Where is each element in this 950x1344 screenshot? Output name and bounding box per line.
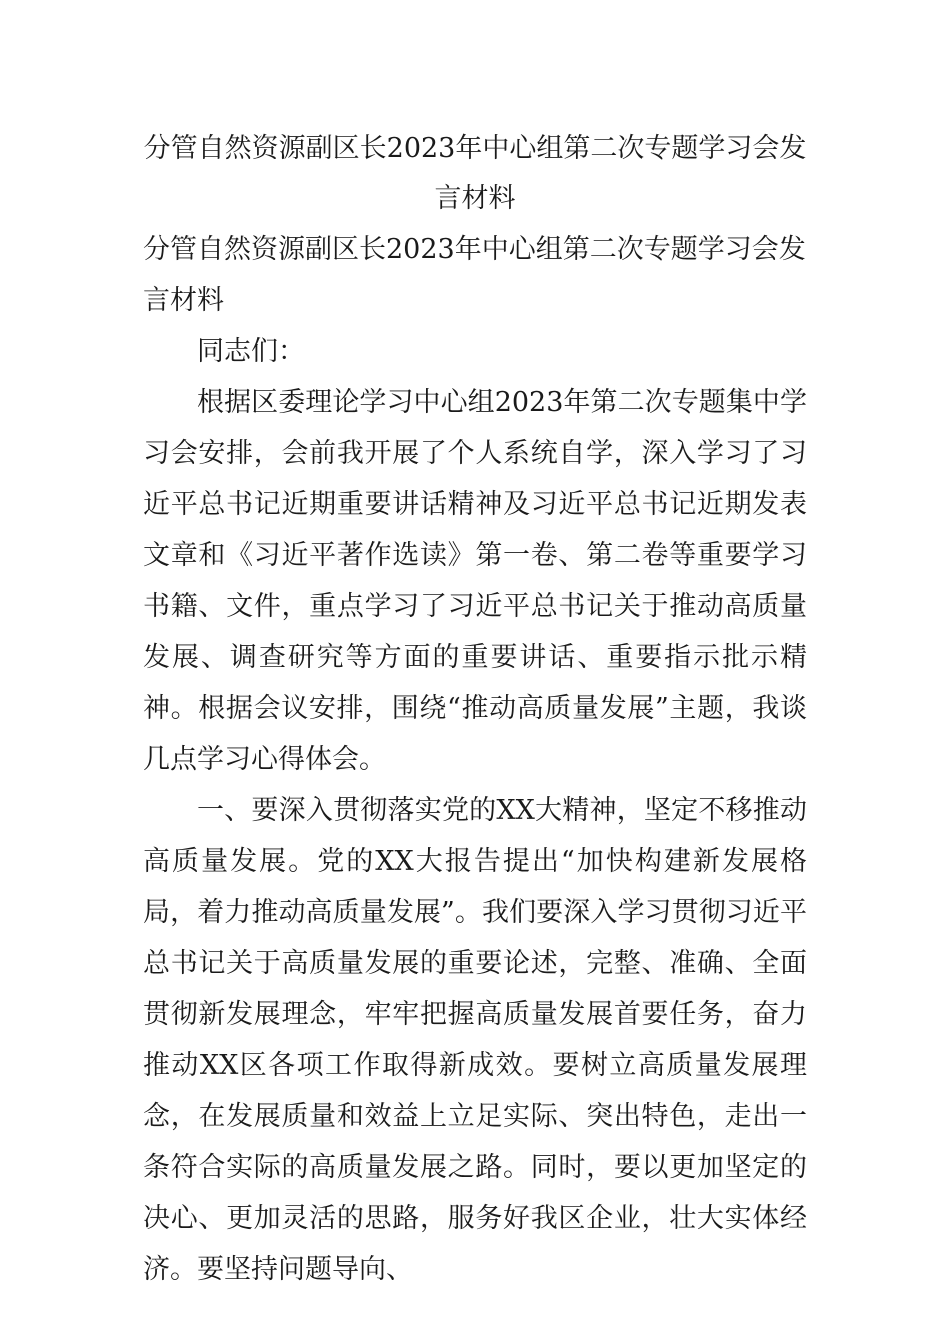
salutation: 同志们： <box>197 336 305 367</box>
document-title: 分管自然资源副区长2023年中心组第二次专题学习会发言材料 <box>143 133 807 214</box>
paragraph-section-one: 一、要深入贯彻落实党的XX大精神，坚定不移推动高质量发展。党的XX大报告提出“加快构建新发展格局，着力推动高质量发展”。我们要深入学习贯彻习近平总书记关于高质量发展的重要论述，完整、准确、全面贯彻新发展理念，牢牢把握高质量发展首要任务，奋力推动XX区各项工作取得新成效。要树立高质量发展理念，在发展质量和效益上立足实际、突出特色，走出一条符合实际的高质量发展之路。同时，要以更加坚定的决心、更加灵活的思路，服务好我区企业，壮大实体经济。要坚持问题导向、 <box>143 795 807 1285</box>
document-body <box>143 124 807 1295</box>
document-subtitle: 分管自然资源副区长2023年中心组第二次专题学习会发言材料 <box>143 234 806 316</box>
paragraph-intro: 根据区委理论学习中心组2023年第二次专题集中学习会安排，会前我开展了个人系统自学，深入学习了习近平总书记近期重要讲话精神及习近平总书记近期发表文章和《习近平著作选读》第一卷、第二卷等重要学习书籍、文件，重点学习了习近平总书记关于推动高质量发展、调查研究等方面的重要讲话、重要指示批示精神。根据会议安排，围绕“推动高质量发展”主题，我谈几点学习心得体会。 <box>143 387 807 775</box>
